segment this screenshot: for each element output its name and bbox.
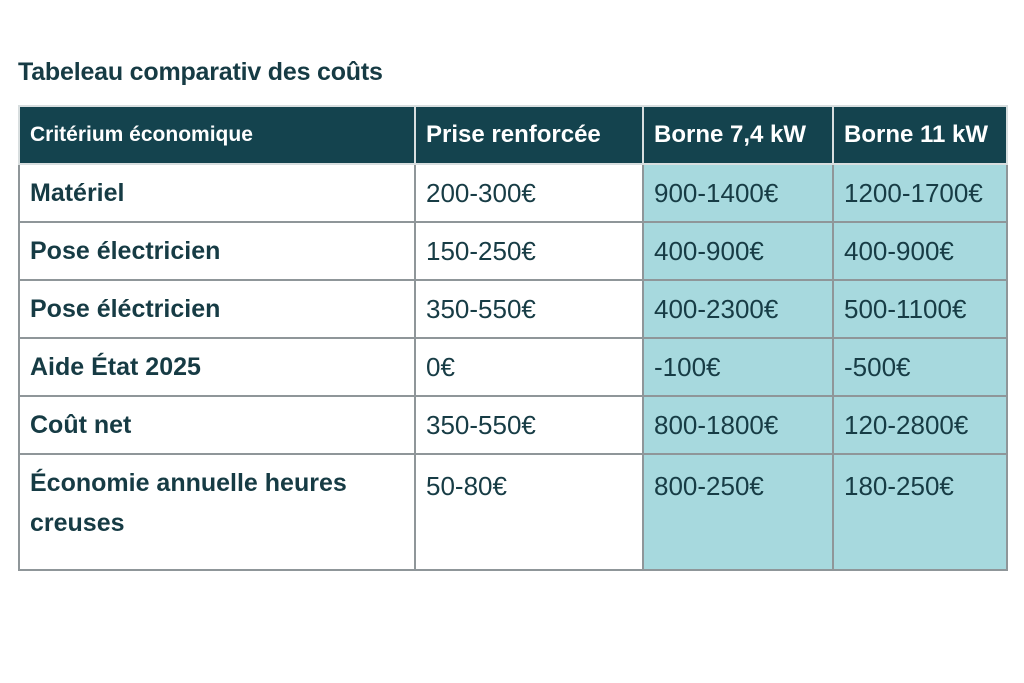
table-cell: 400-900€ — [833, 222, 1007, 280]
page-title: Tabeleau comparativ des coûts — [18, 58, 383, 86]
column-header-borne-7-4kw: Borne 7,4 kW — [643, 106, 833, 164]
row-label-pose-electricien-2: Pose éléctricien — [19, 280, 415, 338]
table-row — [19, 338, 1007, 396]
table-cell: -500€ — [833, 338, 1007, 396]
table-cell: 350-550€ — [415, 396, 643, 454]
row-label-materiel: Matériel — [19, 164, 415, 222]
table-cell: 900-1400€ — [643, 164, 833, 222]
table-cell: 500-1100€ — [833, 280, 1007, 338]
row-label-pose-electricien: Pose électricien — [19, 222, 415, 280]
table-cell: 350-550€ — [415, 280, 643, 338]
column-header-prise-renforcee: Prise renforcée — [415, 106, 643, 164]
column-header-criterion: Critérium économique — [19, 106, 415, 164]
table-cell: 180-250€ — [833, 454, 1007, 570]
table-header-row — [19, 106, 1007, 164]
table-row — [19, 454, 1007, 570]
row-label-economie-annuelle: Économie annuelle heures creuses — [19, 454, 415, 570]
table-cell: 800-250€ — [643, 454, 833, 570]
table-cell: 0€ — [415, 338, 643, 396]
table-cell: 800-1800€ — [643, 396, 833, 454]
column-header-borne-11kw: Borne 11 kW — [833, 106, 1007, 164]
row-label-aide-etat: Aide État 2025 — [19, 338, 415, 396]
table-cell: -100€ — [643, 338, 833, 396]
table-row — [19, 396, 1007, 454]
table-cell: 200-300€ — [415, 164, 643, 222]
row-label-cout-net: Coût net — [19, 396, 415, 454]
table-cell: 50-80€ — [415, 454, 643, 570]
table-cell: 120-2800€ — [833, 396, 1007, 454]
table-row — [19, 222, 1007, 280]
table-row — [19, 164, 1007, 222]
table-row — [19, 280, 1007, 338]
table-cell: 400-2300€ — [643, 280, 833, 338]
table-cell: 150-250€ — [415, 222, 643, 280]
cost-comparison-table — [18, 105, 1008, 571]
table-cell: 1200-1700€ — [833, 164, 1007, 222]
table-cell: 400-900€ — [643, 222, 833, 280]
